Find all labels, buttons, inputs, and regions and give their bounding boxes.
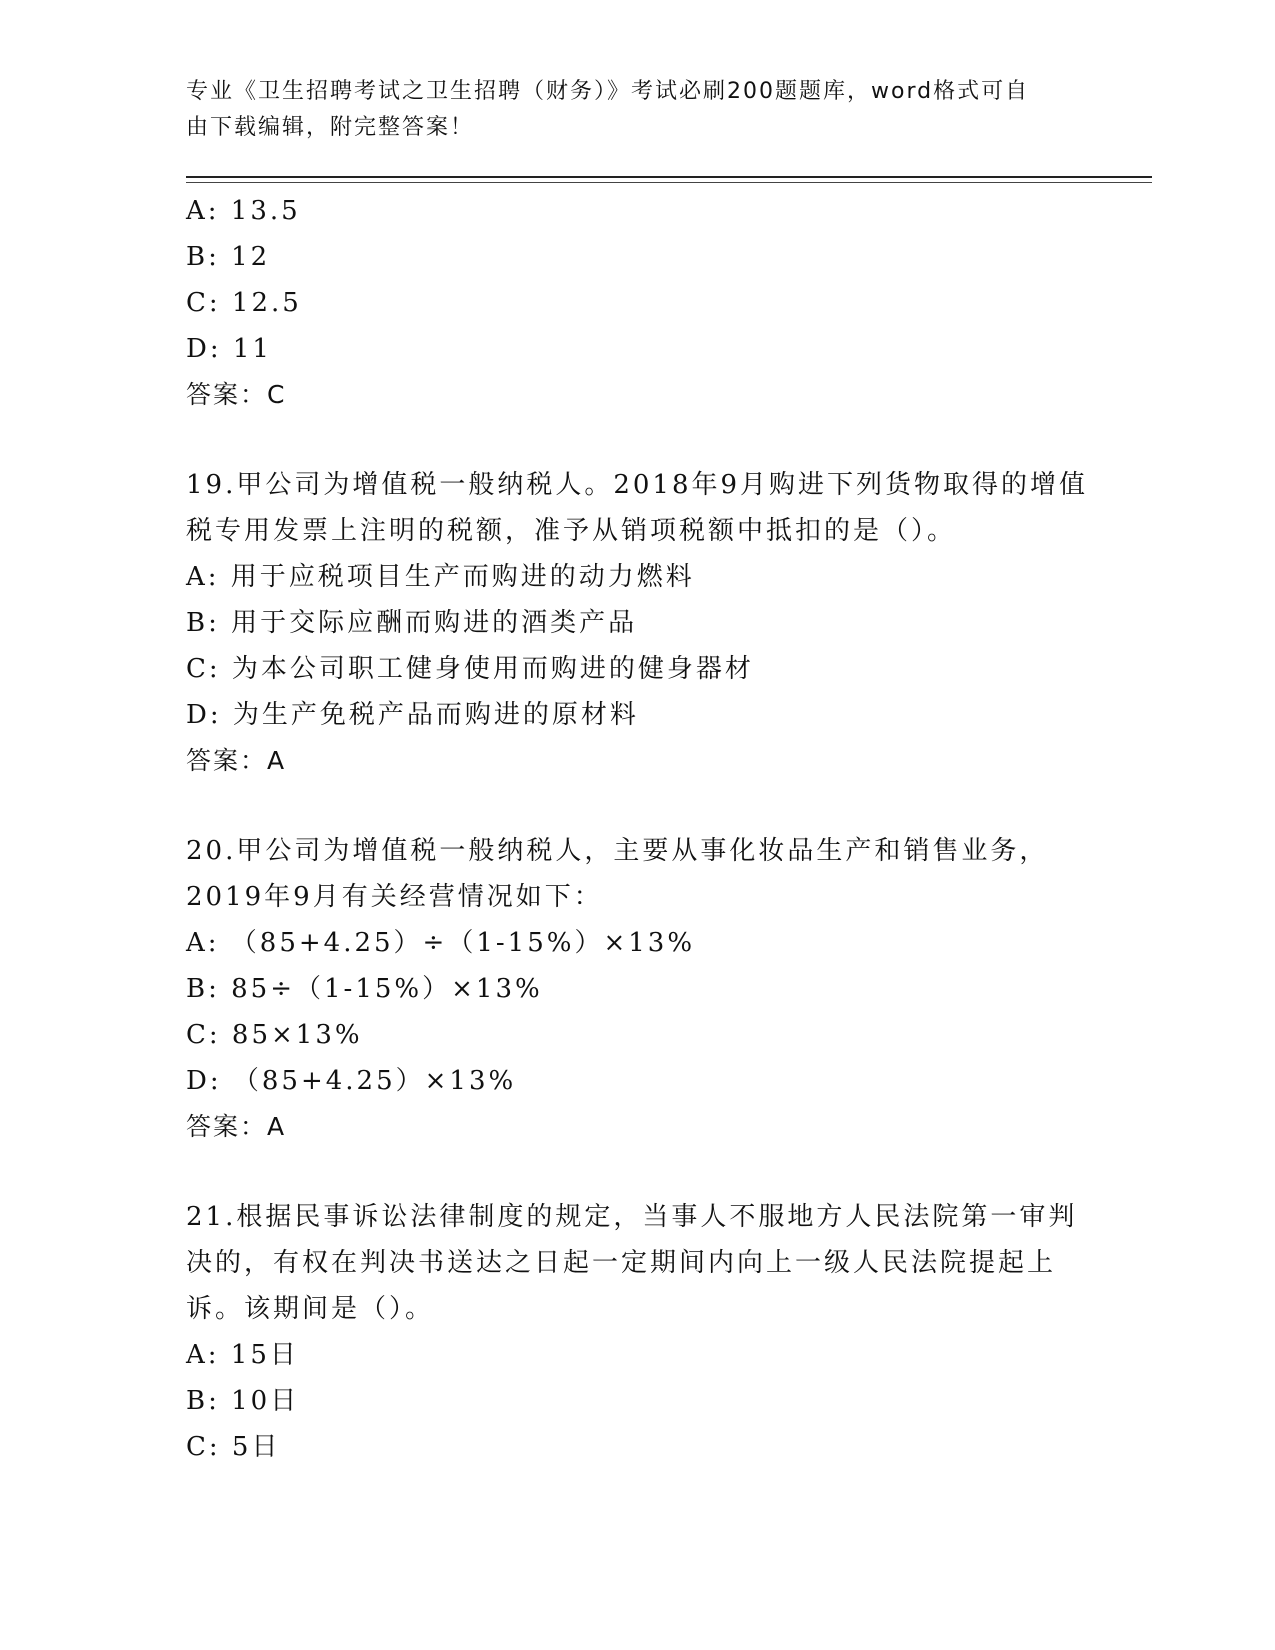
option-c: C: 12.5 bbox=[186, 288, 302, 318]
question-list bbox=[186, 188, 1089, 1470]
answer-label: 答案：A bbox=[186, 746, 287, 775]
option-a: A: （85+4.25）÷（1-15%）×13% bbox=[186, 928, 696, 958]
document-header bbox=[186, 74, 1066, 146]
question-text: 19.甲公司为增值税一般纳税人。2018年9月购进下列货物取得的增值 bbox=[186, 470, 1089, 500]
option-c: C: 85×13% bbox=[186, 1020, 363, 1050]
question-block-18 bbox=[186, 188, 1086, 418]
answer-label: 答案：C bbox=[186, 380, 287, 409]
question-block-19 bbox=[186, 462, 1089, 784]
option-d: D: 为生产免税产品而购进的原材料 bbox=[186, 700, 639, 730]
option-a: A: 15日 bbox=[186, 1340, 299, 1370]
question-text: 21.根据民事诉讼法律制度的规定，当事人不服地方人民法院第一审判 bbox=[186, 1202, 1078, 1232]
header-divider-thick bbox=[186, 176, 1152, 178]
answer-label: 答案：A bbox=[186, 1112, 287, 1141]
option-c: C: 为本公司职工健身使用而购进的健身器材 bbox=[186, 654, 754, 684]
option-a: A: 用于应税项目生产而购进的动力燃料 bbox=[186, 562, 695, 592]
option-a: A: 13.5 bbox=[186, 196, 301, 226]
question-text: 决的，有权在判决书送达之日起一定期间内向上一级人民法院提起上 bbox=[186, 1248, 1057, 1278]
header-divider-thin bbox=[186, 182, 1152, 183]
question-text: 税专用发票上注明的税额，准予从销项税额中抵扣的是（）。 bbox=[186, 516, 957, 546]
option-b: B: 85÷（1-15%）×13% bbox=[186, 974, 543, 1004]
option-c: C: 5日 bbox=[186, 1432, 281, 1462]
question-text: 诉。该期间是（）。 bbox=[186, 1294, 435, 1324]
option-b: B: 10日 bbox=[186, 1386, 300, 1416]
option-d: D: 11 bbox=[186, 334, 272, 364]
header-line-1: 专业《卫生招聘考试之卫生招聘（财务）》考试必刷200题题库，word格式可自 bbox=[186, 79, 1030, 104]
header-line-2: 由下载编辑，附完整答案！ bbox=[186, 115, 475, 140]
question-block-20 bbox=[186, 828, 1086, 1150]
option-b: B: 用于交际应酬而购进的酒类产品 bbox=[186, 608, 638, 638]
question-text: 2019年9月有关经营情况如下： bbox=[186, 882, 603, 912]
question-text: 20.甲公司为增值税一般纳税人，主要从事化妆品生产和销售业务， bbox=[186, 836, 1049, 866]
question-block-21 bbox=[186, 1194, 1086, 1470]
option-d: D: （85+4.25）×13% bbox=[186, 1066, 517, 1096]
option-b: B: 12 bbox=[186, 242, 271, 272]
